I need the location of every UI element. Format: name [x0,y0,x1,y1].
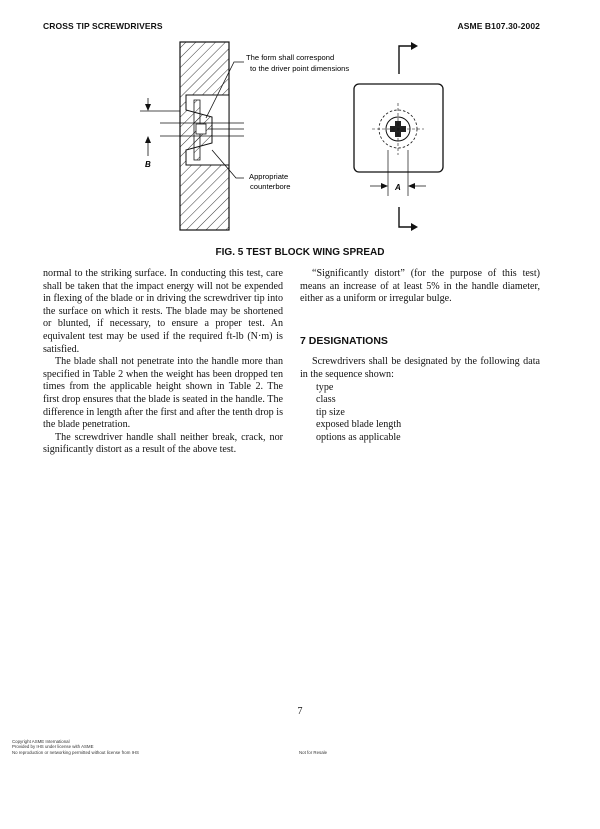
designation-list [300,382,540,445]
test-block-front-view [354,84,443,172]
section-heading-designations: 7 DESIGNATIONS [300,334,388,347]
left-paragraph-1: normal to the striking surface. In conducting this test, care shall be taken that the impact energy will not be expended in flexing of the blade or in driving the screwdriver tip into the surface on which it rests. The blade may be shortened or blunted, if necessary, to ensure a proper test. An equivalent test may be used if the required ft-lb (N·m) is satisfied. [43,268,283,355]
running-header-left: CROSS TIP SCREWDRIVERS [43,21,163,31]
right-paragraph-1: “Significantly distort” (for the purpose of this test) means an increase of at least 5% in the handle diameter, either as a uniform or irregular bulge. [300,268,540,305]
right-paragraph-2: Screwdrivers shall be designated by the following data in the sequence shown: [300,356,540,380]
counterbore-note-line1: Appropriate [249,172,289,181]
test-block-figure [0,30,600,242]
dimension-b [140,98,180,169]
left-paragraph-3: The screwdriver handle shall neither break, crack, nor significantly distort as a result of the above test. [43,431,283,456]
footer-line-1: Copyright ASME International [12,739,70,744]
footer-line-2: Provided by IHS under license with ASME [12,744,94,750]
page-number: 7 [297,706,303,717]
not-for-resale-footer: Not for Resale [299,750,328,755]
list-item: options as applicable [316,431,401,443]
left-text-column [43,268,283,457]
list-item: exposed blade length [316,419,402,431]
running-header-right: ASME B107.30-2002 [457,21,540,31]
form-note-line1: The form shall correspond [246,53,335,62]
dim-b-label: B [145,160,151,169]
counterbore-note-line2: counterbore [250,182,291,191]
footer-line-3: No reproduction or networking permitted without license from IHS [12,749,139,755]
list-item: type [316,381,334,393]
left-paragraph-2: The blade shall not penetrate into the handle more than specified in Table 2 when the weight has been dropped ten times from the applicable height shown in Table 2. The first drop ensures that the blade is seated in the handle. The difference in length after the first and after the tenth drop is the blade penetration. [43,356,283,431]
right-text-column [300,268,540,445]
figure-caption: FIG. 5 TEST BLOCK WING SPREAD [215,247,385,258]
dim-a-label: A [395,183,401,192]
copyright-footer [12,739,139,755]
list-item: tip size [316,406,345,418]
list-item: class [316,394,336,406]
form-note-line2: to the driver point dimensions [250,64,350,73]
